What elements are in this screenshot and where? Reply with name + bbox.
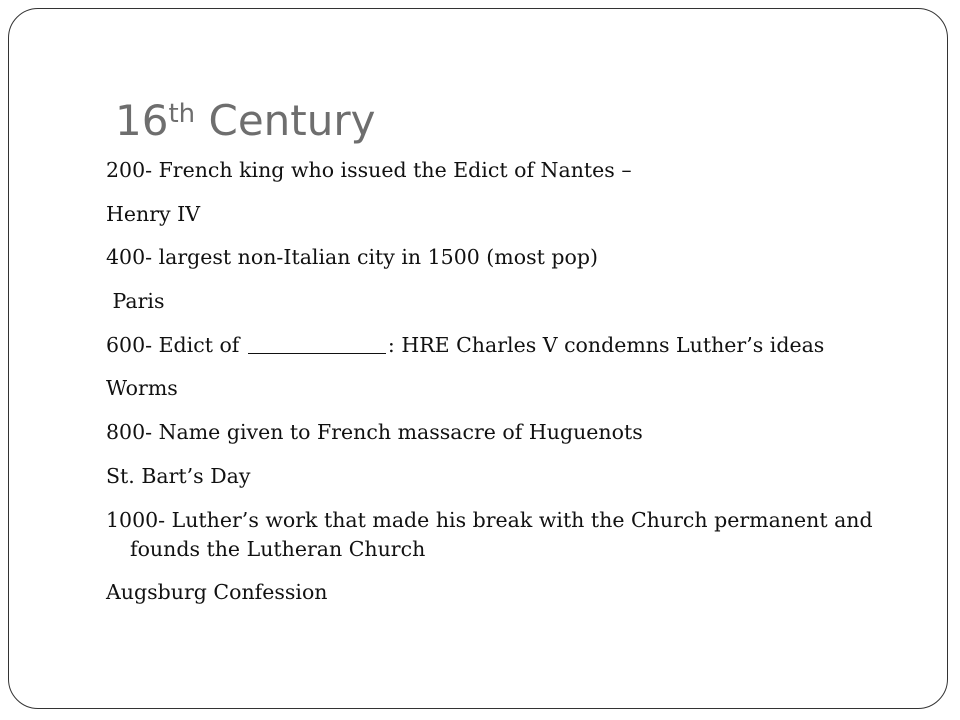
title-superscript: th — [168, 99, 196, 129]
slide-title — [115, 89, 376, 153]
title-number: 16 — [115, 96, 169, 145]
answer-800: St. Bart’s Day — [106, 463, 251, 488]
question-400: 400- largest non-Italian city in 1500 (most pop) — [106, 245, 598, 270]
question-1000: 1000- Luther’s work that made his break with the Church permanent and founds the Lutheran Church — [106, 507, 873, 561]
question-600-suffix: : HRE Charles V condemns Luther’s ideas — [387, 332, 825, 357]
question-600 — [106, 331, 916, 360]
question-200: 200- French king who issued the Edict of Nantes – — [106, 158, 632, 182]
answer-400: Paris — [106, 289, 165, 314]
question-600-prefix: 600- Edict of — [106, 332, 246, 357]
answer-1000: Augsburg Confession — [106, 580, 328, 605]
answer-200: Henry IV — [106, 201, 201, 226]
answer-600: Worms — [106, 376, 178, 401]
question-answer-list — [106, 156, 916, 607]
title-text: Century — [195, 96, 376, 145]
question-800: 800- Name given to French massacre of Huguenots — [106, 420, 643, 445]
fill-in-blank — [248, 332, 386, 354]
